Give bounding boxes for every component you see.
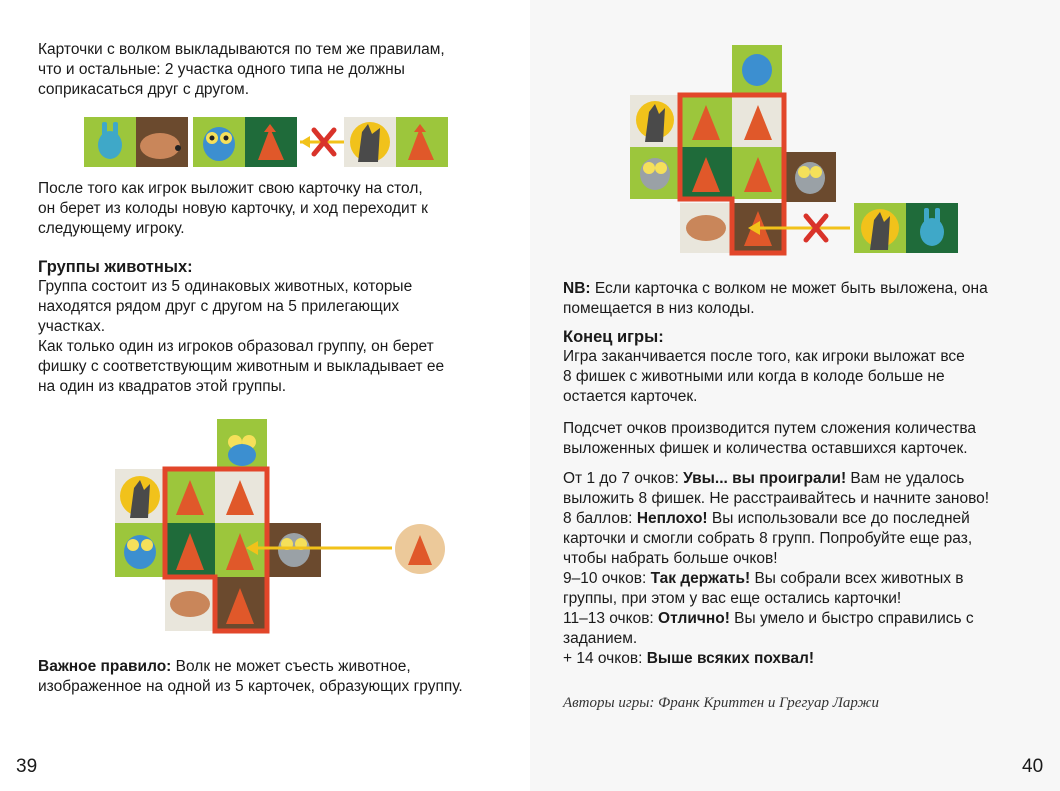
paragraph-wolf-rules: Карточки с волком выкладываются по тем же правилам, что и остальные: 2 участка одного типа не должны соприкасаться друг с другом. [38, 41, 445, 98]
score-line: выложить 8 фишек. Не расстраивайтесь и начните заново! [563, 490, 990, 507]
paragraph-game-end: Игра заканчивается после того, как игроки выложат все 8 фишек с животными или когда в колоде больше не остается карточек. [563, 348, 965, 405]
page-number-left: 39 [16, 756, 38, 777]
game-credits: Авторы игры: Франк Криттен и Грегуар Ларжи [563, 695, 879, 711]
score-line: От 1 до 7 очков: Увы... вы проиграли! Вам не удалось [563, 470, 965, 487]
paragraph-scoring: Подсчет очков производится путем сложения количества выложенных фишек и количества оставшихся карточек. [563, 420, 977, 457]
paragraph-nb: NB: Если карточка с волком не может быть выложена, она помещается в низ колоды. [563, 280, 988, 317]
score-line: чтобы набрать больше очков! [563, 550, 778, 567]
score-line: карточки и смогли собрать 8 групп. Попробуйте еще раз, [563, 530, 973, 547]
score-line: + 14 очков: Выше всяких похвал! [563, 650, 815, 667]
score-line: 8 баллов: Неплохо! Вы использовали все до последней [563, 510, 970, 527]
fox-token [395, 524, 445, 574]
page-right [530, 0, 1060, 791]
card-wolf-rabbit [854, 203, 958, 253]
score-line: 11–13 очков: Отлично! Вы умело и быстро справились с [563, 610, 974, 627]
paragraph-groups: Группа состоит из 5 одинаковых животных, которые находятся рядом друг с другом на 5 прилегающих участках. Как только один из игроков образовал группу, он берет фишку с соответствующим животным и выкладывает ее на один из квадратов этой группы. [38, 278, 445, 395]
score-line: 9–10 очков: Так держать! Вы собрали всех животных в [563, 570, 964, 587]
score-line: заданием. [563, 630, 638, 647]
score-line: группы, при этом у вас еще остались карточки! [563, 590, 902, 607]
group-tiles [115, 419, 321, 631]
heading-animal-groups: Группы животных: [38, 258, 193, 276]
paragraph-turn-end: После того как игрок выложит свою карточку на стол, он берет из колоды новую карточку, и ход переходит к следующему игроку. [38, 180, 428, 237]
page-number-right: 40 [1022, 756, 1044, 777]
paragraph-important-rule: Важное правило: Волк не может съесть животное, изображенное на одной из 5 карточек, образующих группу. [38, 658, 463, 695]
score-table [563, 469, 989, 669]
heading-game-end: Конец игры: [563, 328, 664, 346]
